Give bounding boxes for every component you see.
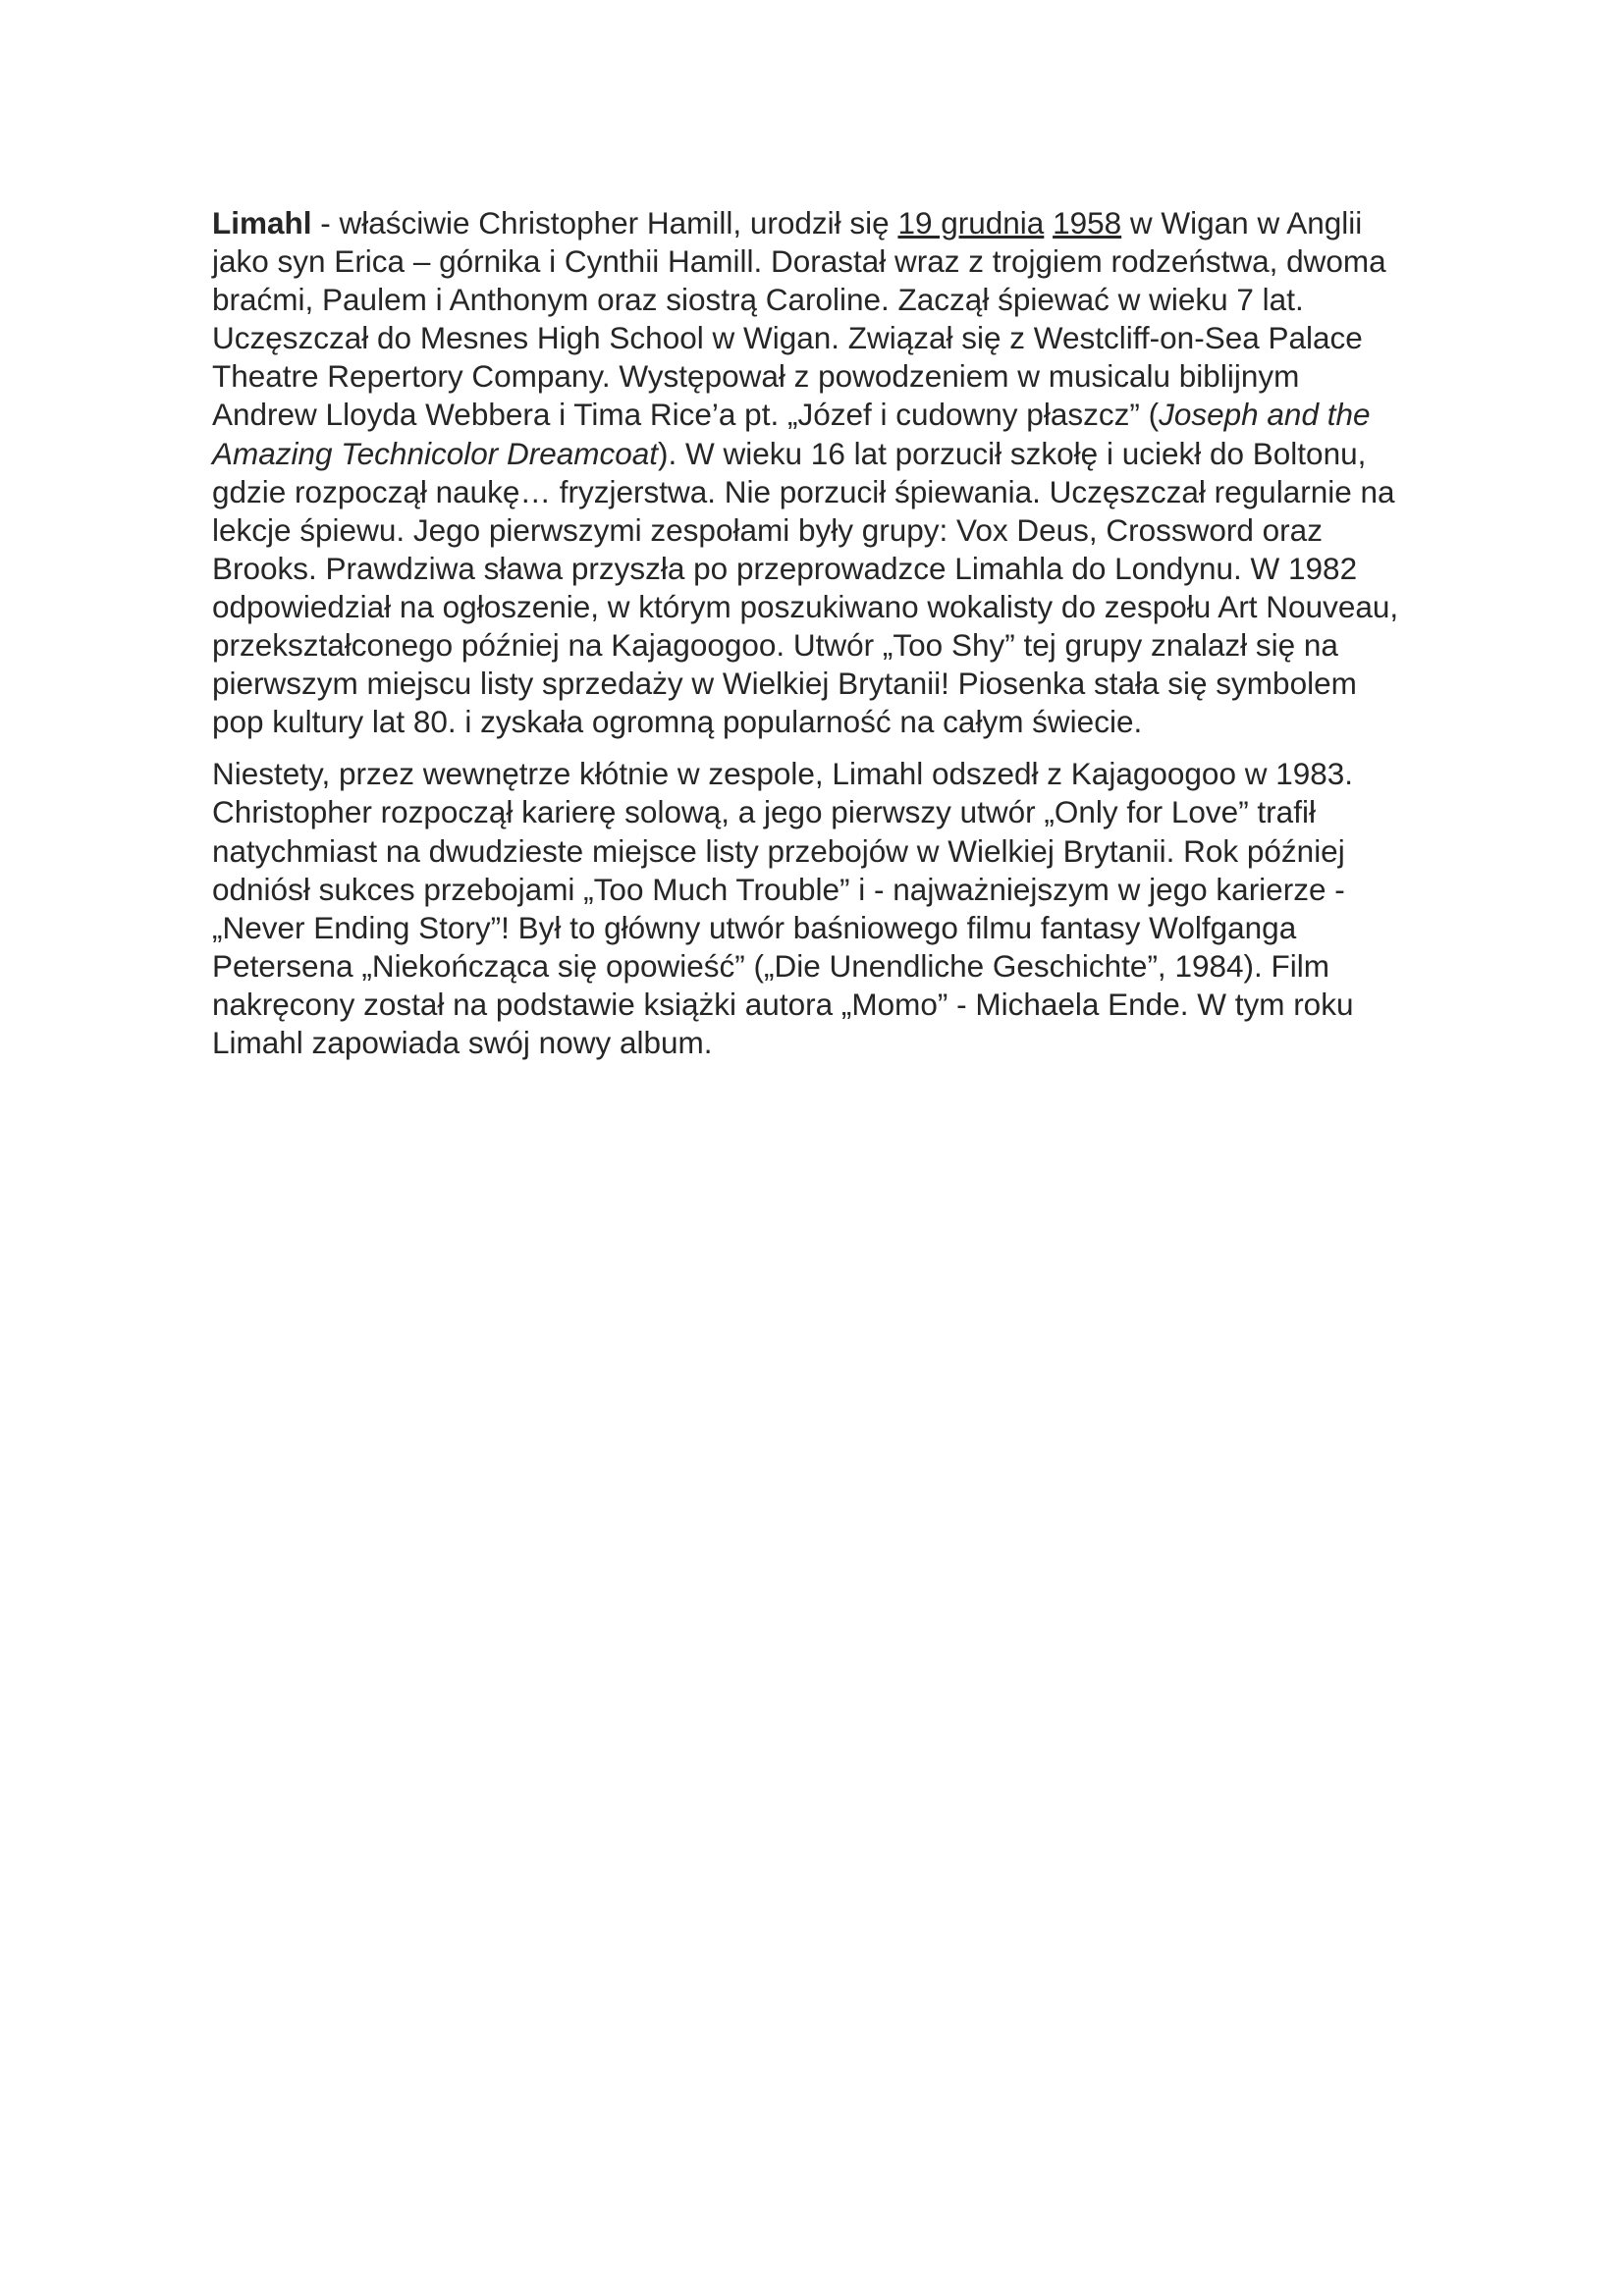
- text-line: [212, 319, 1518, 357]
- text-line: [212, 755, 1518, 793]
- text-line: [212, 871, 1518, 909]
- text-line: [212, 626, 1518, 665]
- text-segment: odpowiedział na ogłoszenie, w którym poszukiwano wokalisty do zespołu Art Nouveau,: [212, 588, 1399, 624]
- text-line: [212, 242, 1518, 281]
- text-segment: Brooks. Prawdziwa sława przyszła po przeprowadzce Limahla do Londynu. W 1982: [212, 550, 1358, 586]
- text-segment: nakręcony został na podstawie książki autora „Momo” - Michaela Ende. W tym roku: [212, 986, 1354, 1022]
- text-line: [212, 947, 1518, 986]
- text-line: [212, 909, 1518, 947]
- text-segment: natychmiast na dwudzieste miejsce listy przebojów w Wielkiej Brytanii. Rok później: [212, 832, 1345, 869]
- paragraph: [212, 204, 1518, 741]
- italic-title: Joseph and the: [1159, 397, 1371, 433]
- text-segment: przekształconego później na Kajagoogoo. Utwór „Too Shy” tej grupy znalazł się na: [212, 627, 1338, 664]
- text-segment: lekcje śpiewu. Jego pierwszymi zespołami były grupy: Vox Deus, Crossword oraz: [212, 511, 1323, 548]
- italic-title: Amazing Technicolor Dreamcoat: [212, 435, 659, 471]
- text-line: [212, 703, 1518, 741]
- text-segment: braćmi, Paulem i Anthonym oraz siostrą Caroline. Zaczął śpiewać w wieku 7 lat.: [212, 282, 1304, 318]
- text-line: [212, 986, 1518, 1024]
- text-line: [212, 1024, 1518, 1062]
- document-body: [212, 204, 1518, 1076]
- text-line: [212, 473, 1518, 511]
- paragraph: [212, 755, 1518, 1062]
- text-segment: jako syn Erica – górnika i Cynthii Hamill. Dorastał wraz z trojgiem rodzeństwa, dwoma: [212, 243, 1386, 280]
- text-segment: pop kultury lat 80. i zyskała ogromną popularność na całym świecie.: [212, 704, 1143, 740]
- text-line: [212, 550, 1518, 588]
- text-segment: Uczęszczał do Mesnes High School w Wigan. Związał się z Westcliff-on-Sea Palace: [212, 320, 1363, 356]
- text-segment: Andrew Lloyda Webbera i Tima Rice’a pt. „Józef i cudowny płaszcz” (: [212, 397, 1160, 433]
- underlined-date: 19 grudnia: [897, 205, 1045, 240]
- text-line: [212, 665, 1518, 703]
- text-line: [212, 396, 1518, 434]
- text-segment: gdzie rozpoczął naukę… fryzjerstwa. Nie porzucił śpiewania. Uczęszczał regularnie na: [212, 473, 1395, 509]
- text-segment: [1044, 205, 1053, 240]
- text-line: [212, 204, 1518, 242]
- text-segment: Theatre Repertory Company. Występował z powodzeniem w musicalu biblijnym: [212, 358, 1300, 395]
- text-segment: Limahl zapowiada swój nowy album.: [212, 1024, 713, 1060]
- text-segment: pierwszym miejscu listy sprzedaży w Wielkiej Brytanii! Piosenka stała się symbolem: [212, 666, 1357, 702]
- text-segment: „Never Ending Story”! Był to główny utwór baśniowego filmu fantasy Wolfganga: [212, 909, 1297, 945]
- text-line: [212, 832, 1518, 871]
- text-line: [212, 588, 1518, 626]
- text-line: [212, 435, 1518, 473]
- text-segment: Christopher rozpoczął karierę solową, a jego pierwszy utwór „Only for Love” trafił: [212, 794, 1316, 830]
- bold-name: Limahl: [212, 205, 312, 240]
- text-segment: Niestety, przez wewnętrze kłótnie w zespole, Limahl odszedł z Kajagoogoo w 1983.: [212, 756, 1354, 792]
- text-segment: w Wigan w Anglii: [1121, 205, 1363, 240]
- text-segment: ). W wieku 16 lat porzucił szkołę i uciekł do Boltonu,: [658, 435, 1367, 471]
- text-segment: Petersena „Niekończąca się opowieść” („Die Unendliche Geschichte”, 1984). Film: [212, 947, 1329, 984]
- text-line: [212, 511, 1518, 550]
- text-line: [212, 281, 1518, 319]
- underlined-date: 1958: [1053, 205, 1122, 240]
- text-line: [212, 793, 1518, 831]
- text-segment: - właściwie Christopher Hamill, urodził się: [311, 205, 898, 240]
- text-line: [212, 357, 1518, 396]
- text-segment: odniósł sukces przebojami „Too Much Trouble” i - najważniejszym w jego karierze -: [212, 871, 1345, 907]
